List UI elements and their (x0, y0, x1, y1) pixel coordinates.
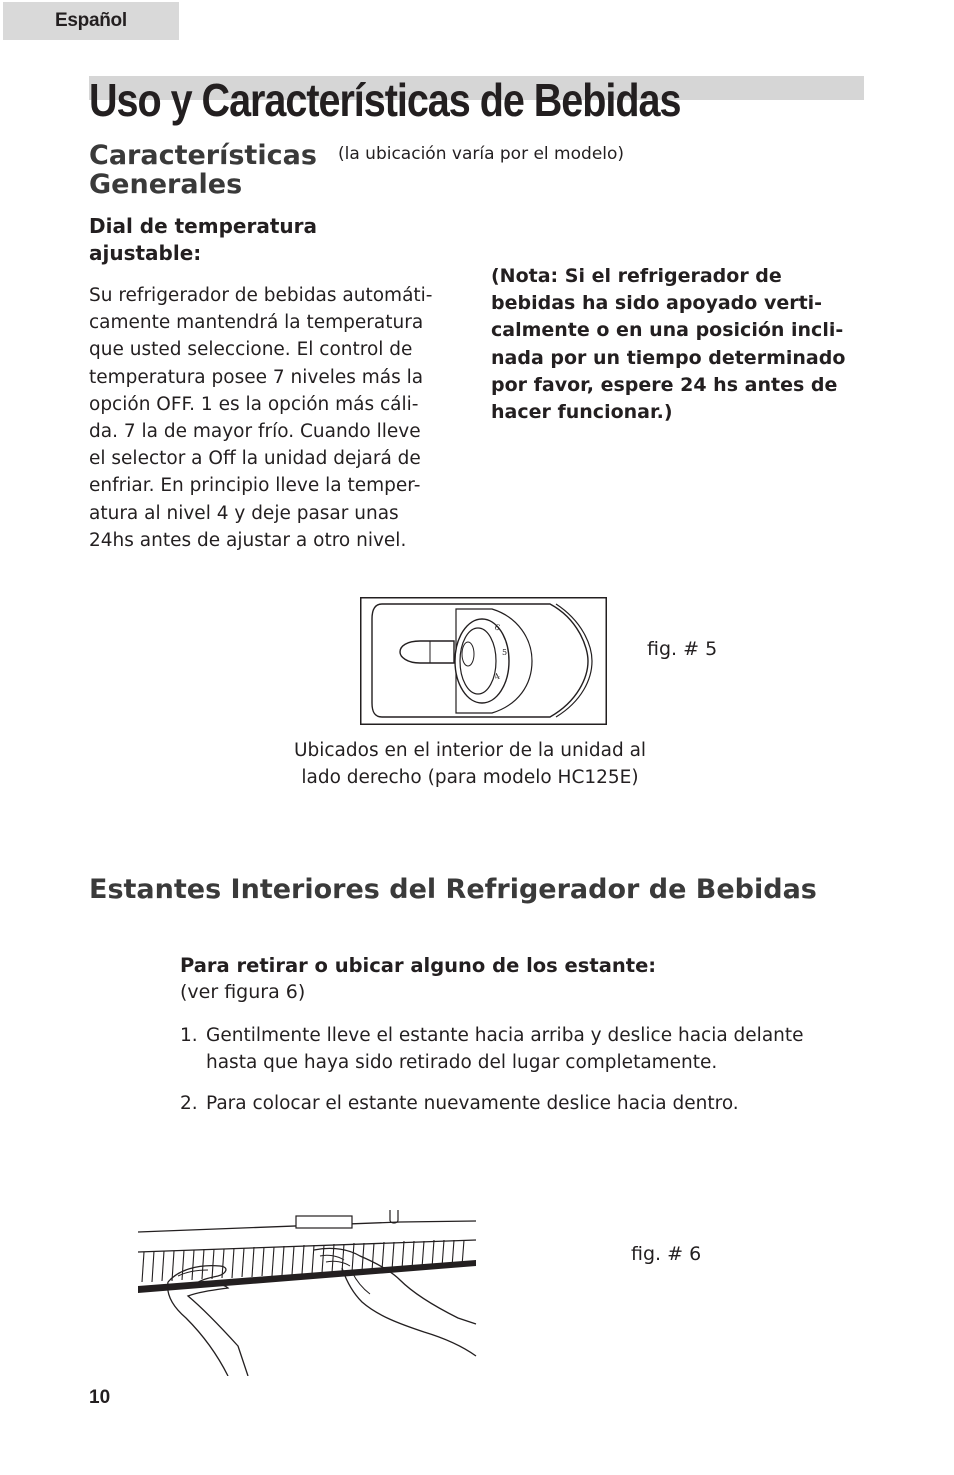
note-line: (Nota: Si el refrigerador de (491, 265, 782, 287)
body-line: 24hs antes de ajustar a otro nivel. (89, 529, 407, 551)
dial-description (89, 282, 459, 554)
note-line: por favor, espere 24 hs antes de (491, 373, 838, 396)
subheading-line: ajustable: (89, 241, 202, 265)
step-number: 1. (180, 1025, 198, 1046)
section-heading-general (89, 141, 317, 199)
body-line: atura al nivel 4 y deje pasar unas (89, 502, 399, 524)
shelf-illustration (138, 1206, 478, 1376)
page-number: 10 (89, 1387, 111, 1408)
body-line: enfriar. En principio lleve la temper- (89, 475, 421, 497)
figure-6-label: fig. # 6 (631, 1243, 702, 1265)
shelf-instruction (180, 952, 656, 1006)
body-line: Su refrigerador de bebidas automáti- (89, 285, 433, 306)
dial-number: 4 (493, 671, 502, 682)
instruction-ref: (ver figura 6) (180, 981, 306, 1003)
caption-line: Ubicados en el interior de la unidad al (293, 740, 647, 761)
note-line: bebidas ha sido apoyado verti- (491, 292, 823, 315)
figure-5-label: fig. # 5 (647, 638, 718, 660)
language-tab: Español (3, 2, 179, 40)
body-line: da. 7 la de mayor frío. Cuando lleve (89, 421, 421, 443)
body-line: camente mantendrá la temperatura (89, 312, 424, 334)
list-item (180, 1090, 860, 1117)
note-line: nada por un tiempo determinado (491, 346, 846, 369)
step-line: hasta que haya sido retirado del lugar completamente. (206, 1052, 718, 1073)
body-line: el selector a Off la unidad dejará de (89, 448, 421, 470)
temperature-dial-illustration (360, 597, 607, 725)
instruction-bold: Para retirar o ubicar alguno de los estante: (180, 954, 657, 977)
note-block (491, 263, 871, 426)
subheading-line: Dial de temperatura (89, 214, 317, 238)
note-line: calmente o en una posición incli- (491, 319, 844, 342)
body-line: temperatura posee 7 niveles más la (89, 366, 424, 388)
note-line: hacer funcionar.) (491, 401, 673, 424)
section-heading-shelves: Estantes Interiores del Refrigerador de Bebidas (89, 874, 817, 905)
body-line: opción OFF. 1 es la opción más cáli- (89, 393, 419, 415)
step-number: 2. (180, 1093, 198, 1114)
list-item (180, 1022, 860, 1076)
dial-number: 5 (502, 648, 508, 657)
dial-subheading (89, 213, 317, 267)
figure-5-caption (230, 737, 710, 791)
section-heading-note: (la ubicación varía por el modelo) (338, 144, 625, 164)
caption-line: lado derecho (para modelo HC125E) (301, 767, 639, 788)
body-line: que usted seleccione. El control de (89, 339, 413, 361)
section-heading-line1: Características (89, 140, 317, 171)
step-line: Para colocar el estante nuevamente deslice hacia dentro. (206, 1093, 739, 1114)
dial-number: 6 (493, 622, 502, 633)
section-heading-line2: Generales (89, 169, 243, 200)
shelf-steps (180, 1022, 860, 1117)
step-line: Gentilmente lleve el estante hacia arriba y deslice hacia delante (206, 1025, 804, 1046)
page-title: Uso y Características de Bebidas (89, 74, 681, 126)
